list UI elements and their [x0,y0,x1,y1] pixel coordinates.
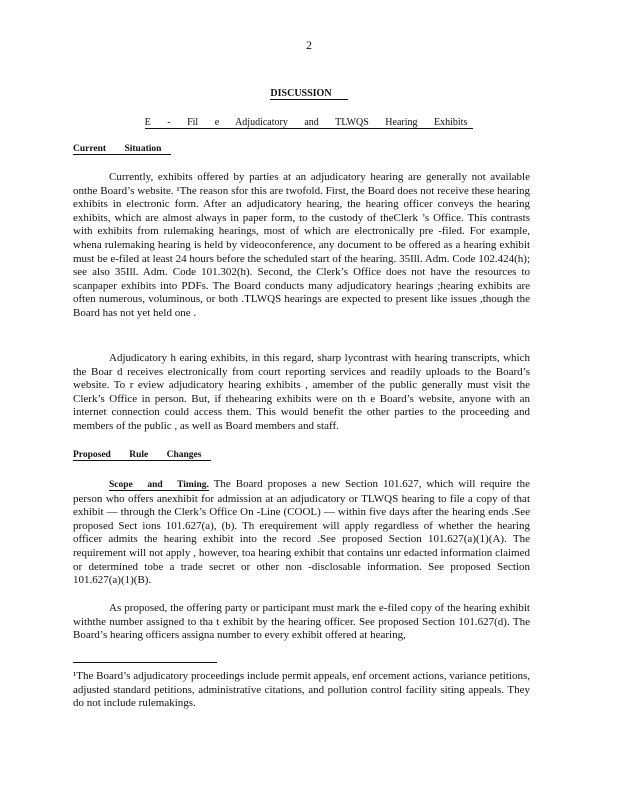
footnote: ¹The Board’s adjudicatory proceedings include permit appeals, enf orcement actions, variance petitions, adjusted standard petitions, administrative citations, and pollution control facility siting appeals. They do not include rulemakings. [73,670,530,710]
proposed-rule-changes-heading: Proposed Rule Changes [73,450,211,460]
scope-and-timing-text: The Board proposes a new Section 101.627, which will require the person who offers anexhibit for admission at an adjudicatory or TLWQS hearing to file a copy of that exhibit — through the Clerk’s Office On -Line (COOL) — within five days after the hearing ends .See proposed Sect ions 101.627(a), (b). Th erequirement will apply regardless of whether the hearing officer admits the hearing exhibit into the record .See proposed Section 101.627(a)(1)(A). The requirement will not apply , however, toa hearing exhibit that contains unr edacted information claimed or determined tobe a trade secret or other non -disclosable information. See proposed Section 101.627(a)(1)(B). [73,478,530,587]
page-number: 2 [306,38,312,52]
current-situation-paragraph-1: Currently, exhibits offered by parties at an adjudicatory hearing are generally not available onthe Board’s website. ¹The reason sfor this are twofold. First, the Board does not receive these hearing exhibits in electronic form. After an adjudicatory hearing, the hearing officer conveys the hearing exhibits, which are almost always in paper form, to the custody of theClerk ’s Office. This contrasts with exhibits from rulemaking hearings, most of which are electronically pre -filed. For example, whena rulemaking hearing is held by videoconference, any document to be offered as a hearing exhibit must be e-filed at least 24 hours before the scheduled start of the hearing. 35Ill. Adm. Code 102.424(h); see also 35Ill. Adm. Code 101.302(h). Second, the Clerk’s Office does not have the resources to scanpaper exhibits into PDFs. The Board conducts many adjudicatory hearings ;hearing exhibits are often numerous, voluminous, or both .TLWQS hearings are expected to present like issues ,though the Board has not yet held one . [73,171,530,319]
scope-and-timing-lead: Scope and Timing. [109,480,209,490]
current-situation-heading: Current Situation [73,144,171,154]
e-file-exhibits-subheading: E - Fil e Adjudicatory and TLWQS Hearing Exhibits [0,117,618,128]
discussion-heading: DISCUSSION [0,88,618,99]
footnote-separator [73,662,217,663]
current-situation-paragraph-2: Adjudicatory h earing exhibits, in this regard, sharp lycontrast with hearing transcripts, which the Boar d receives electronically from court reporting services and readily uploads to the Board’s website. To r eview adjudicatory hearing exhibits , amember of the public generally must visit the Clerk’s Office in person. But, if thehearing exhibits were on th e Board’s website, anyone with an internet connection could access them. This would benefit the other parties to the proceeding and members of the public , as well as Board members and staff. [73,352,530,432]
proposed-rule-changes-paragraph-1 [73,478,530,588]
proposed-rule-changes-paragraph-2: As proposed, the offering party or participant must mark the e-filed copy of the hearing exhibit withthe number assigned to tha t exhibit by the hearing officer. See proposed Section 101.627(d). The Board’s hearing officers assigna number to every exhibit offered at hearing, [73,602,530,642]
